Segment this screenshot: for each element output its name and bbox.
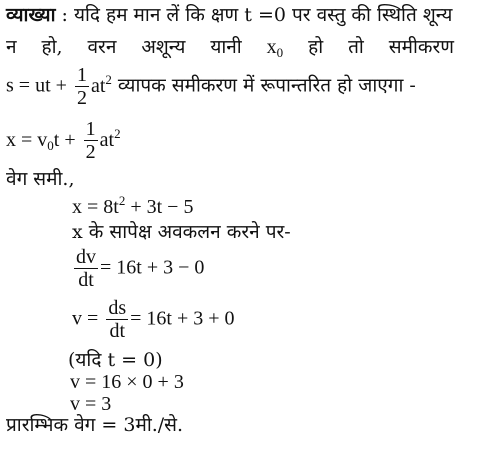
intro-text: : यदि हम मान लें कि क्षण t =0 पर वस्तु की स्थिति शून्य — [55, 4, 453, 26]
equation-rhs: = 16t + 3 − 0 — [100, 256, 205, 279]
t-plus: t + — [53, 128, 76, 151]
x-zero-subscript: 0 — [276, 45, 284, 60]
derivative-equation — [72, 246, 204, 291]
equation-tail — [90, 71, 112, 97]
result-equation: v = 3 — [70, 393, 112, 415]
power: 2 — [105, 71, 112, 87]
at-term: at — [99, 128, 115, 151]
equation-tail — [99, 125, 121, 151]
equation-rhs: = 16t + 3 + 0 — [130, 307, 235, 330]
word: हो — [308, 36, 324, 58]
explanation-label: व्याख्या — [6, 4, 56, 26]
differentiation-line: x के सापेक्ष अवकलन करने पर- — [72, 221, 291, 243]
at-term: at — [90, 74, 106, 97]
word: तो — [348, 36, 364, 58]
half-fraction — [84, 118, 98, 163]
modified-equation-line — [6, 118, 121, 163]
eq3-part-a: x = 8t — [72, 196, 119, 218]
substitution-equation: v = 16 × 0 + 3 — [70, 371, 184, 393]
velocity-equation-label: वेग समी., — [6, 168, 75, 190]
fraction-denominator: dt — [78, 269, 94, 291]
word: न — [6, 36, 17, 58]
x-zero-symbol — [267, 36, 284, 58]
power: 2 — [114, 125, 121, 141]
fraction-denominator: 2 — [85, 141, 96, 163]
equation-description: व्यापक समीकरण में रूपान्तरित हो जाएगा - — [111, 74, 416, 97]
final-answer: प्रारम्भिक वेग = 3मी./से. — [6, 414, 184, 436]
condition-line: (यदि t = 0) — [68, 349, 163, 371]
fraction-numerator: 1 — [76, 64, 87, 86]
ds-dt-fraction — [106, 297, 128, 342]
x-equals-v: x = v — [6, 128, 48, 151]
fraction-numerator: dv — [76, 246, 96, 268]
fraction-denominator: dt — [109, 320, 125, 342]
position-equation — [72, 193, 194, 218]
dv-dt-fraction — [74, 246, 98, 291]
x-zero-base: x — [266, 36, 277, 58]
intro-line-2 — [6, 36, 454, 58]
equation-lhs: v = — [72, 307, 99, 330]
fraction-denominator: 2 — [76, 87, 87, 109]
half-fraction — [75, 64, 89, 109]
word: अशून्य — [141, 36, 186, 58]
word: वरन — [87, 36, 117, 58]
fraction-numerator: ds — [108, 297, 127, 319]
v-subscript: 0 — [47, 137, 54, 153]
equation-lhs — [6, 129, 76, 151]
word: समीकरण — [388, 36, 454, 58]
word: हो, — [41, 36, 63, 58]
power: 2 — [118, 193, 126, 208]
velocity-equation — [72, 297, 235, 342]
eq3-part-b: + 3t − 5 — [125, 196, 194, 218]
word: यानी — [210, 36, 242, 58]
general-equation-line — [6, 64, 416, 109]
fraction-numerator: 1 — [85, 118, 96, 140]
intro-line — [6, 4, 452, 26]
equation-lhs: s = ut + — [6, 74, 67, 97]
